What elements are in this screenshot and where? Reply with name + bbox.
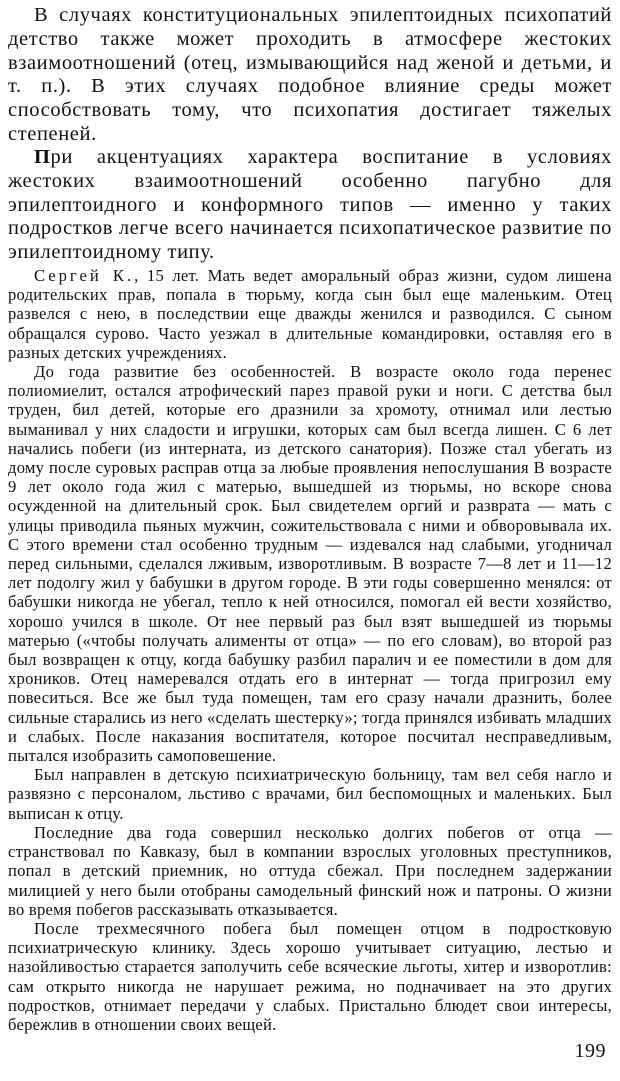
intro-text <box>8 4 612 147</box>
case-paragraph: После трехмесячного побега был помещен отцом в подростковую психиатрическую клинику. Здесь хорошо учитывает ситуацию, лестью и назойливостью старается заполучить себе всяческие льготы, хитер и изворотлив: сам открыто никогда не нарушает режима, но подначивает на это других подростков, отнимает передачи у слабых. Пристально блюдет свои интересы, бережлив в отношении своих вещей. <box>8 918 612 1034</box>
intro-text-2 <box>8 146 612 265</box>
case-paragraph-rest: , 15 лет. Мать ведет аморальный образ жизни, судом лишена родительских прав, попала в тюрьму, когда сын был еще маленьким. Отец развелся с нею, в последствии еще дважды женился и разводился. С сыном обращался сурово. Часто уезжал в длительные командировки, оставляя его в разных детских учреждениях. <box>8 266 612 362</box>
case-name: Сергей К. <box>34 266 135 285</box>
case-paragraph <box>8 266 612 362</box>
case-paragraph: Был направлен в детскую психиатрическую больницу, там вел себя нагло и развязно с персоналом, льстиво с врачами, бил беспомощных и маленьких. Был выписан к отцу. <box>8 765 612 823</box>
case-paragraph: Последние два года совершил несколько долгих побегов от отца — странствовал по Кавказу, был в компании взрослых уголовных преступников, попал в детский приемник, но оттуда сбежал. При последнем задержании милицией у него были отобраны самодельный финский нож и патроны. О жизни во время побегов рассказывать отказывается. <box>8 822 612 919</box>
paragraph: В случаях конституциональных эпилептоидных психопатий детство также может проходить в атмосфере жестоких взаимоотношений (отец, измывающийся над женой и детьми, и т. п.). В этих случаях подобное влияние среды может способствовать тому, что психопатия достигает тяжелых степеней. <box>8 4 612 145</box>
paragraph-rest: ри акцентуациях характера воспитание в условиях жестоких взаимоотношений особенно пагубно для эпилептоидного и конформного типов — именно у таких подростков легче всего начинается психопатическое развитие по эпилептоидному типу. <box>8 146 612 264</box>
case-paragraph: До года развитие без особенностей. В возрасте около года перенес полиомиелит, остался атрофический парез правой руки и ноги. С детства был труден, бил детей, которые его дразнили за хромоту, отнимал или лестью выманивал у них сладости и игрушки, которых сам был всегда лишен. С 6 лет начались побеги (из интерната, из детского санатория). Позже стал убегать из дому после суровых расправ отца за любые проявления непослушания В возрасте 9 лет около года жил с матерью, вышедшей из тюрьмы, но вскоре снова осужденной на длительный срок. Был свидетелем оргий и разврата — мать с улицы приводила пьяных мужчин, сожительствовала с ними и обворовывала их. С этого времени стал особенно трудным — издевался над слабыми, угодничал перед сильными, сделался лживым, изворотливым. В возрасте 7—8 лет и 11—12 лет подолгу жил у бабушки в другом городе. В эти годы совершенно менялся: от бабушки никогда не убегал, тепло к ней относился, помогал ей вести хозяйство, хорошо учился в школе. От нее первый раз был взят вышедшей из тюрьмы матерью («чтобы получать алименты от отца» — по его словам), во второй раз был возвращен к отцу, когда бабушку разбил паралич и ее поместили в дом для хроников. Отец намеревался отдать его в интернат — тогда пригрозил ему повеситься. Все же был туда помещен, там его сразу начали дразнить, более сильные старались из него «сделать шестерку»; тогда принялся избивать младших и слабых. После наказания воспитателя, которое посчитал несправедливым, пытался изобразить самоповешение. <box>8 362 612 766</box>
initial-letter: П <box>34 146 51 168</box>
page-number: 199 <box>574 1040 606 1062</box>
case-history-block <box>8 266 612 1034</box>
paragraph <box>8 146 612 265</box>
